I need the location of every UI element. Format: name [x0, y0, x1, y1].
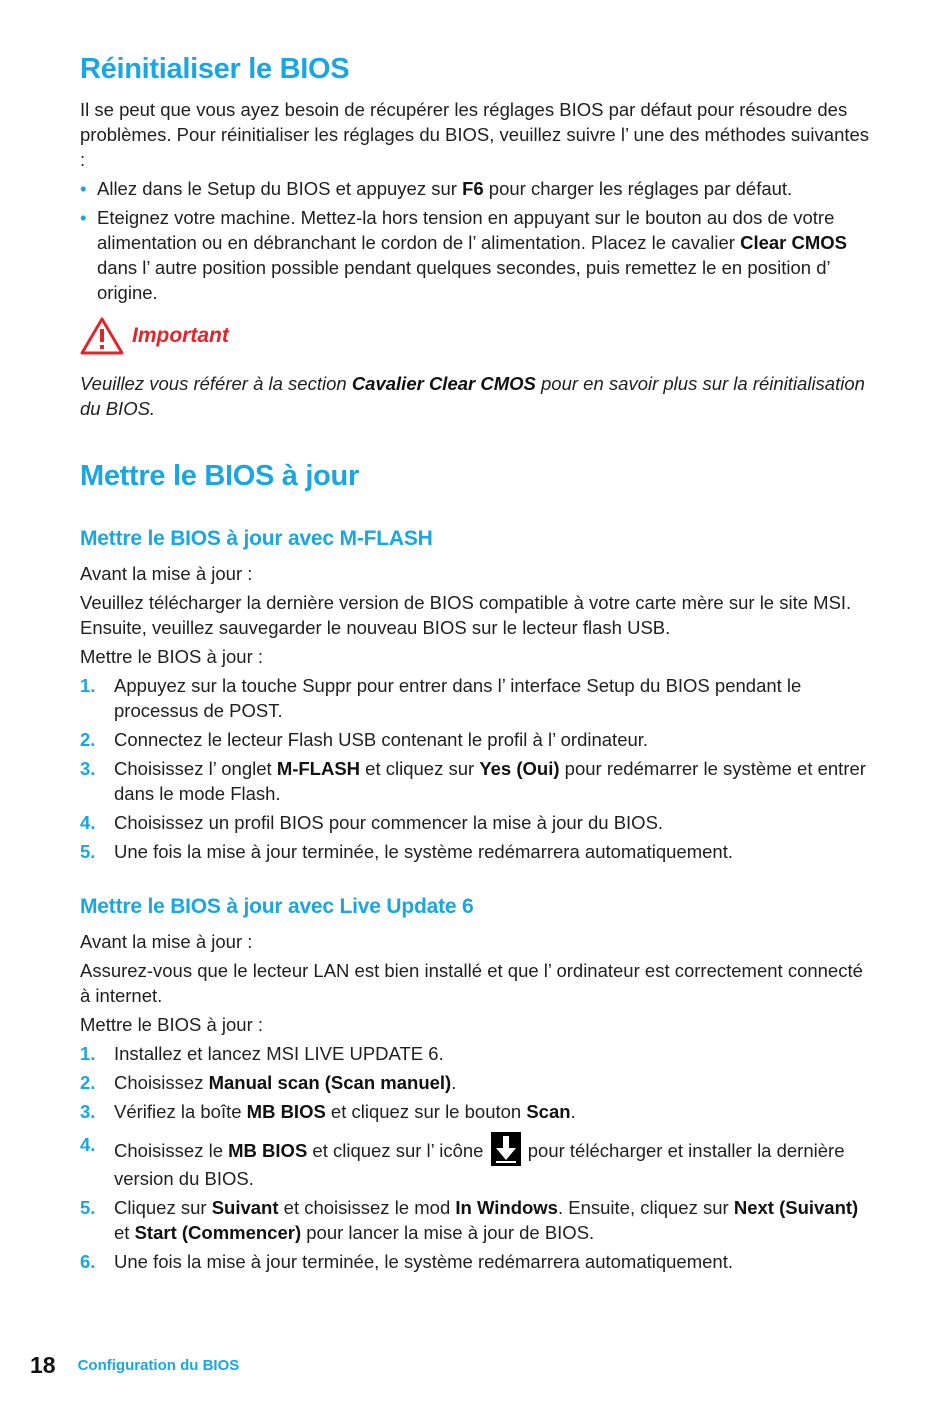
list-item: 1. Installez et lancez MSI LIVE UPDATE 6.: [80, 1042, 444, 1064]
important-label: Important: [132, 323, 229, 347]
section-title-update-bios: Mettre le BIOS à jour: [80, 459, 359, 492]
mflash-before-text: Veuillez télécharger la dernière version de BIOS compatible à votre carte mère sur le site MSI. Ensuite, veuillez sauvegarder le nouveau BIOS sur le lecteur flash USB.: [80, 591, 852, 638]
page-content: [80, 52, 870, 1274]
list-item: 5. Une fois la mise à jour terminée, le système redémarrera automatiquement.: [80, 840, 733, 862]
list-item: 6. Une fois la mise à jour terminée, le système redémarrera automatiquement.: [80, 1250, 733, 1272]
live-update-label: Mettre le BIOS à jour :: [80, 1013, 264, 1035]
mflash-steps-list: [80, 673, 870, 864]
list-item: 5. Cliquez sur Suivant et choisissez le mod In Windows. Ensuite, cliquez sur Next (Suivant) et Start (Commencer) pour lancer la mise à jour de BIOS.: [80, 1196, 859, 1243]
subsection-title-live-update: Mettre le BIOS à jour avec Live Update 6: [80, 894, 474, 918]
warning-triangle-icon: [80, 317, 124, 355]
list-item: 2. Choisissez Manual scan (Scan manuel).: [80, 1071, 457, 1093]
list-item: 3. Choisissez l’ onglet M-FLASH et cliquez sur Yes (Oui) pour redémarrer le système et entrer dans le mode Flash.: [80, 757, 866, 804]
mflash-before-label: Avant la mise à jour :: [80, 562, 253, 584]
list-item: 4. Choisissez le MB BIOS et cliquez sur l’ icône pour télécharger et installer la dernière version du BIOS.: [80, 1133, 845, 1189]
reset-methods-list: [80, 176, 870, 305]
footer-title: Configuration du BIOS: [77, 1357, 240, 1374]
page-number: 18: [30, 1352, 56, 1378]
mflash-update-label: Mettre le BIOS à jour :: [80, 645, 264, 667]
download-arrow-icon: [491, 1132, 521, 1166]
section-title-reset-bios: Réinitialiser le BIOS: [80, 53, 350, 85]
live-steps-list: [80, 1041, 870, 1274]
live-before-label: Avant la mise à jour :: [80, 930, 253, 952]
list-item: • Allez dans le Setup du BIOS et appuyez sur F6 pour charger les réglages par défaut.: [80, 176, 870, 201]
page-footer: [30, 1352, 239, 1379]
reset-intro: Il se peut que vous ayez besoin de récupérer les réglages BIOS par défaut pour résoudre des problèmes. Pour réinitialiser les réglages du BIOS, veuillez suivre l’ une des méthodes suivantes :: [80, 98, 870, 170]
live-before-text: Assurez-vous que le lecteur LAN est bien installé et que l’ ordinateur est correctement connecté à internet.: [80, 959, 863, 1006]
list-item: 4. Choisissez un profil BIOS pour commencer la mise à jour du BIOS.: [80, 811, 664, 833]
important-note: Veuillez vous référer à la section Cavalier Clear CMOS pour en savoir plus sur la réinitialisation du BIOS.: [80, 372, 865, 419]
list-item: 1. Appuyez sur la touche Suppr pour entrer dans l’ interface Setup du BIOS pendant le processus de POST.: [80, 674, 802, 721]
list-item: 3. Vérifiez la boîte MB BIOS et cliquez sur le bouton Scan.: [80, 1100, 576, 1122]
list-item: 2. Connectez le lecteur Flash USB contenant le profil à l’ ordinateur.: [80, 728, 649, 750]
important-callout: [80, 317, 870, 355]
list-item: • Eteignez votre machine. Mettez-la hors tension en appuyant sur le bouton au dos de votre alimentation ou en débranchant le cordon de l’ alimentation. Placez le cavalier Clear CMOS dans l’ autre position possible pendant quelques secondes, puis remettez le en position d’ origine.: [80, 205, 870, 305]
subsection-title-mflash: Mettre le BIOS à jour avec M-FLASH: [80, 526, 433, 550]
